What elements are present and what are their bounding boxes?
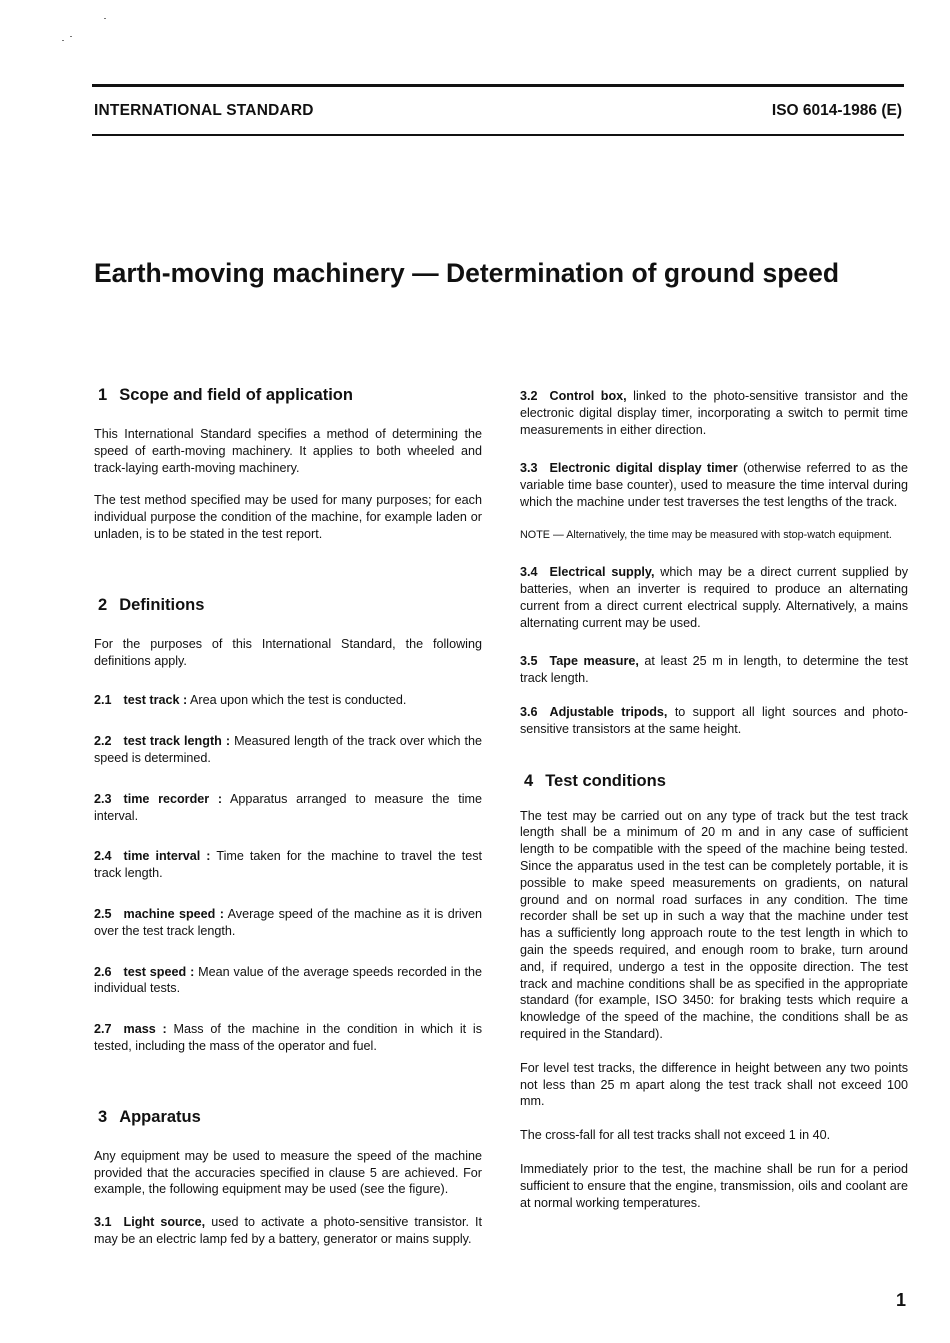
scan-speck: [62, 40, 64, 41]
section-heading: [94, 385, 482, 405]
clause-number: 2.7: [94, 1022, 112, 1037]
apparatus-text: at least 25 m in length, to determine the test track length.: [520, 654, 908, 686]
right-column: [520, 388, 908, 1211]
definition-term: mass :: [123, 1022, 167, 1037]
definition-item: [94, 906, 482, 940]
paragraph: For level test tracks, the difference in height between any two points not less than 25 m apart along the test track shall not exceed 100 mm.: [520, 1060, 908, 1109]
apparatus-item: [520, 564, 908, 631]
header-top-rule: [92, 84, 904, 87]
definition-term: test track :: [123, 693, 188, 708]
clause-number: 3.5: [520, 654, 538, 669]
paragraph: Any equipment may be used to measure the speed of the machine provided that the accuracies specified in clause 5 are achieved. For example, the following equipment may be used (see the figure).: [94, 1148, 482, 1197]
section-number: 1: [98, 386, 108, 404]
definition-item: [94, 692, 482, 709]
definition-item: [94, 848, 482, 882]
definition-text: Time taken for the machine to travel the test track length.: [94, 849, 482, 881]
paragraph: This International Standard specifies a method of determining the speed of earth-moving machinery. It applies to both wheeled and track-laying earth-moving machinery.: [94, 427, 482, 475]
definition-text: Average speed of the machine as it is driven over the test track length.: [94, 906, 483, 938]
apparatus-item: [520, 460, 908, 510]
definition-term: time recorder :: [123, 791, 223, 806]
apparatus-item: [520, 704, 908, 738]
definition-term: machine speed :: [123, 906, 224, 921]
apparatus-text: linked to the photo-sensitive transistor and the electronic digital display timer, incorporating a switch to permit time measurements in either direction.: [520, 389, 909, 437]
section-title: Definitions: [119, 595, 205, 614]
section-title: Scope and field of application: [119, 386, 353, 404]
header-standard-label: INTERNATIONAL STANDARD: [94, 102, 314, 119]
section-heading: [520, 771, 908, 791]
scan-speck: [70, 36, 72, 37]
clause-number: 3.3: [520, 461, 538, 476]
paragraph: The test may be carried out on any type of track but the test track length shall be a minimum of 20 m and in any case of sufficient length to be compatible with the speed of the machine being tested. Since the apparatus used in the test can be completely portable, it is possible to make speed measurements on gradients, on natural ground and on normal road surfaces in any condition. The time recorder shall be set up in such a way that the machine under test has a sufficiently long approach route to the test length in which to gain the speeds required, and enough room to brake, turn around and, if required, undergo a test in the opposite direction. The test track and machine conditions shall be as specified in the appropriate standard (for example, ISO 3450: for braking tests which require a knowledge of the speed of the machine, the conditions shall be as required in the Standard).: [520, 808, 908, 1042]
apparatus-text: (otherwise referred to as the variable time base counter), used to measure the time interval during which the machine under test traverses the test lengths of the track.: [520, 461, 908, 509]
paragraph: The cross-fall for all test tracks shall not exceed 1 in 40.: [520, 1128, 831, 1143]
section-title: Test conditions: [545, 771, 666, 790]
definition-text: Mean value of the average speeds recorded in the individual tests.: [94, 964, 482, 996]
apparatus-term: Tape measure,: [549, 654, 639, 669]
apparatus-term: Light source,: [123, 1215, 206, 1230]
paragraph: Immediately prior to the test, the machine shall be run for a period sufficient to ensure that the engine, transmission, oils and coolant are at normal working temperatures.: [520, 1162, 908, 1210]
clause-number: 2.4: [94, 849, 112, 864]
apparatus-text: which may be a direct current supplied by batteries, when an inverter is required to produce an alternating current from a direct current electrical supply. Alternatively, a mains alternating current may be used.: [520, 565, 909, 630]
definition-term: test track length :: [123, 734, 231, 749]
header-bottom-rule: [92, 134, 904, 136]
paragraph: The test method specified may be used for many purposes; for each individual purpose the condition of the machine, for example laden or unladen, is to be stated in the test report.: [94, 493, 482, 541]
left-column: [94, 385, 482, 1248]
definition-item: [94, 733, 482, 767]
definition-term: test speed :: [123, 964, 195, 979]
note: NOTE — Alternatively, the time may be measured with stop-watch equipment.: [520, 528, 892, 541]
apparatus-term: Adjustable tripods,: [549, 705, 668, 720]
apparatus-term: Electronic digital display timer: [549, 461, 738, 476]
clause-number: 2.6: [94, 964, 112, 979]
clause-number: 2.5: [94, 906, 112, 921]
section-title: Apparatus: [119, 1107, 201, 1126]
clause-number: 2.3: [94, 791, 112, 806]
definition-item: [94, 1021, 482, 1055]
clause-number: 3.6: [520, 705, 538, 720]
definition-text: Measured length of the track over which the speed is determined.: [94, 734, 483, 765]
apparatus-term: Control box,: [549, 389, 627, 403]
clause-number: 3.2: [520, 389, 538, 403]
clause-number: 2.2: [94, 734, 112, 749]
clause-number: 2.1: [94, 693, 112, 708]
section-number: 2: [98, 595, 108, 614]
definition-term: time interval :: [123, 849, 211, 864]
definition-item: [94, 791, 482, 825]
apparatus-item: [520, 653, 908, 687]
definition-text: Apparatus arranged to measure the time interval.: [94, 791, 482, 823]
definition-text: Area upon which the test is conducted.: [190, 693, 407, 708]
clause-number: 3.1: [94, 1215, 112, 1230]
apparatus-item: [94, 1214, 482, 1248]
apparatus-text: to support all light sources and photo-sensitive transistors at the same height.: [520, 705, 909, 736]
page-number: 1: [895, 1290, 906, 1310]
apparatus-item: [520, 388, 908, 438]
clause-number: 3.4: [520, 565, 538, 580]
scan-speck: [104, 18, 106, 19]
definition-text: Mass of the machine in the condition in which it is tested, including the mass of the operator and fuel.: [94, 1022, 483, 1053]
definition-item: [94, 964, 482, 998]
paragraph: For the purposes of this International Standard, the following definitions apply.: [94, 636, 482, 668]
apparatus-term: Electrical supply,: [549, 565, 655, 580]
page-title: Earth-moving machinery — Determination of ground speed: [94, 258, 840, 288]
section-number: 4: [524, 771, 534, 790]
apparatus-text: used to activate a photo-sensitive transistor. It may be an electric lamp fed by a battery, generator or mains supply.: [94, 1215, 483, 1246]
section-heading: [94, 1107, 482, 1127]
section-heading: [94, 595, 482, 615]
section-number: 3: [98, 1107, 108, 1126]
header-standard-number: ISO 6014-1986 (E): [771, 102, 902, 119]
